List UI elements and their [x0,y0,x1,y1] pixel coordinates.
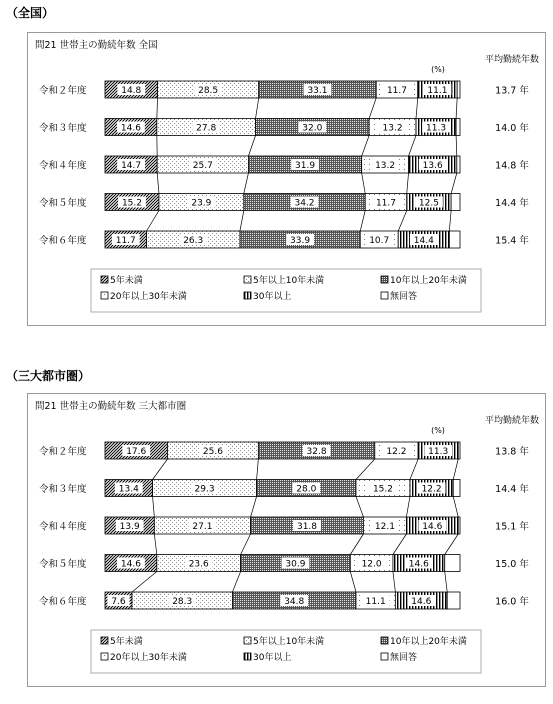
connector-line [356,459,375,480]
connector-line [393,572,395,593]
connector-line [232,572,240,593]
bar-segment [449,231,460,248]
data-label: 13.4 [118,484,139,495]
connector-line [157,98,158,119]
connector-line [362,173,366,194]
legend-swatch [101,292,108,299]
connector-line [407,173,409,194]
section-heading-metro: （三大都市圏） [6,369,91,383]
connector-line [398,211,407,232]
connector-line [453,497,458,518]
data-label: 10.7 [369,236,390,246]
data-label: 33.9 [290,236,311,246]
connector-line [256,98,259,119]
unit-label: (%) [431,65,445,74]
category-label: 令和５年度 [39,198,87,209]
data-label: 13.6 [422,161,443,171]
connector-line [244,173,249,194]
connector-line [369,98,376,119]
connector-line [350,534,363,555]
connector-line [356,497,363,518]
data-label: 15.2 [372,484,393,495]
category-label: 令和５年度 [39,559,87,570]
data-label: 25.7 [192,161,213,171]
average-value: 14.4 年 [495,484,529,495]
legend-swatch [101,276,108,283]
legend-swatch [101,637,108,644]
data-label: 31.9 [295,161,316,171]
connector-line [132,572,157,593]
chart-frame-metro [27,393,546,687]
data-label: 13.9 [119,522,140,532]
legend-label: 5年以上10年未満 [253,276,325,286]
connector-line [147,211,159,232]
average-value: 13.7 年 [495,85,529,97]
connector-line [410,459,418,480]
legend-swatch [381,637,388,644]
connector-line [445,572,447,593]
chart-metro [28,394,545,686]
data-label: 11.1 [365,597,386,607]
data-label: 14.6 [120,559,141,570]
bar-segment [457,156,460,173]
data-label: 12.0 [361,559,382,570]
connector-line [154,534,156,555]
data-label: 30.9 [285,559,306,570]
average-value: 15.1 年 [495,521,529,533]
connector-line [456,136,457,157]
bar-segment [451,194,460,211]
legend-swatch [381,292,388,299]
data-label: 14.6 [408,559,429,570]
connector-line [449,211,451,232]
connector-line [393,534,406,555]
data-label: 11.7 [115,236,136,246]
data-label: 11.3 [426,123,447,134]
data-label: 13.2 [375,161,396,171]
data-label: 17.6 [126,447,147,457]
data-label: 12.2 [421,484,442,495]
chart-title: 問21 世帯主の勤続年数 三大都市圏 [35,401,187,412]
data-label: 12.5 [418,198,439,209]
data-label: 13.2 [382,123,403,134]
legend-swatch [244,292,251,299]
category-label: 令和３年度 [39,123,87,134]
data-label: 31.8 [296,522,318,532]
average-value: 13.8 年 [495,446,529,458]
connector-line [416,98,418,119]
average-value: 15.0 年 [495,559,529,570]
data-label: 14.6 [120,123,141,134]
average-value: 15.4 年 [495,235,529,247]
section-heading-national: （全国） [6,6,55,20]
data-label: 27.1 [192,522,213,532]
chart-national [28,33,545,325]
data-label: 28.5 [198,86,219,96]
average-column-header: 平均勤続年数 [484,55,540,65]
connector-line [350,572,356,593]
data-label: 28.0 [296,484,317,495]
connector-line [241,534,251,555]
data-label: 14.6 [411,597,432,607]
legend-swatch [101,653,108,660]
connector-line [153,459,168,480]
data-label: 11.7 [386,86,408,96]
connector-line [409,136,416,157]
connector-line [248,136,255,157]
category-label: 令和２年度 [39,85,87,97]
legend-label: 5年未満 [110,276,143,286]
connector-line [153,497,155,518]
category-label: 令和２年度 [39,446,87,458]
legend-swatch [244,653,251,660]
connector-line [157,173,159,194]
average-column-header: 平均勤続年数 [484,416,540,426]
average-value: 16.0 年 [495,596,529,608]
data-label: 11.7 [375,198,397,209]
category-label: 令和３年度 [39,484,87,495]
data-label: 32.0 [302,123,323,134]
data-label: 28.3 [172,597,193,607]
connector-line [456,98,457,119]
data-label: 14.7 [121,161,142,171]
category-label: 令和４年度 [39,521,87,533]
connector-line [362,136,369,157]
connector-line [406,497,410,518]
data-label: 32.8 [306,447,327,457]
connector-line [251,497,257,518]
data-label: 14.8 [121,86,142,96]
average-value: 14.4 年 [495,198,529,209]
bar-segment [453,480,460,497]
bar-segment [457,81,460,98]
legend-label: 20年以上30年未満 [110,292,187,302]
legend-label: 20年以上30年未満 [110,653,187,663]
bar-segment [447,592,460,609]
legend-swatch [381,653,388,660]
connector-line [453,459,458,480]
connector-line [451,173,457,194]
legend-label: 10年以上20年未満 [390,637,467,647]
data-label: 11.3 [428,447,449,457]
data-label: 34.8 [284,597,305,607]
data-label: 23.6 [188,559,209,570]
data-label: 15.2 [121,198,143,209]
data-label: 27.8 [196,123,217,134]
data-label: 33.1 [307,86,328,96]
data-label: 34.2 [294,198,315,209]
data-label: 23.9 [191,198,212,209]
connector-line [445,534,458,555]
legend-label: 30年以上 [253,653,292,663]
legend-label: 無回答 [390,653,418,663]
data-label: 12.2 [386,447,407,457]
bar-segment [445,555,460,572]
bar-segment [456,119,460,136]
legend-label: 5年未満 [110,637,143,647]
legend-swatch [244,637,251,644]
unit-label: (%) [431,426,445,435]
legend-swatch [244,276,251,283]
data-label: 14.6 [422,522,443,532]
connector-line [240,211,244,232]
data-label: 29.3 [194,484,215,495]
connector-line [257,459,259,480]
connector-line [360,211,365,232]
data-label: 14.4 [413,236,434,246]
bar-segment [458,517,460,534]
data-label: 11.1 [427,86,448,96]
category-label: 令和６年度 [39,235,87,247]
legend-label: 10年以上20年未満 [390,276,467,286]
data-label: 7.6 [111,597,126,607]
average-value: 14.0 年 [495,123,529,134]
data-label: 26.3 [183,236,204,246]
category-label: 令和４年度 [39,160,87,172]
average-value: 14.8 年 [495,160,529,172]
legend-label: 30年以上 [253,292,292,302]
legend-swatch [381,276,388,283]
bar-segment [458,442,460,459]
chart-frame-national [27,32,546,326]
data-label: 25.6 [202,447,223,457]
chart-title: 問21 世帯主の勤続年数 全国 [35,40,158,51]
legend-label: 5年以上10年未満 [253,637,325,647]
category-label: 令和６年度 [39,596,87,608]
data-label: 12.1 [374,522,395,532]
legend-label: 無回答 [390,292,418,302]
